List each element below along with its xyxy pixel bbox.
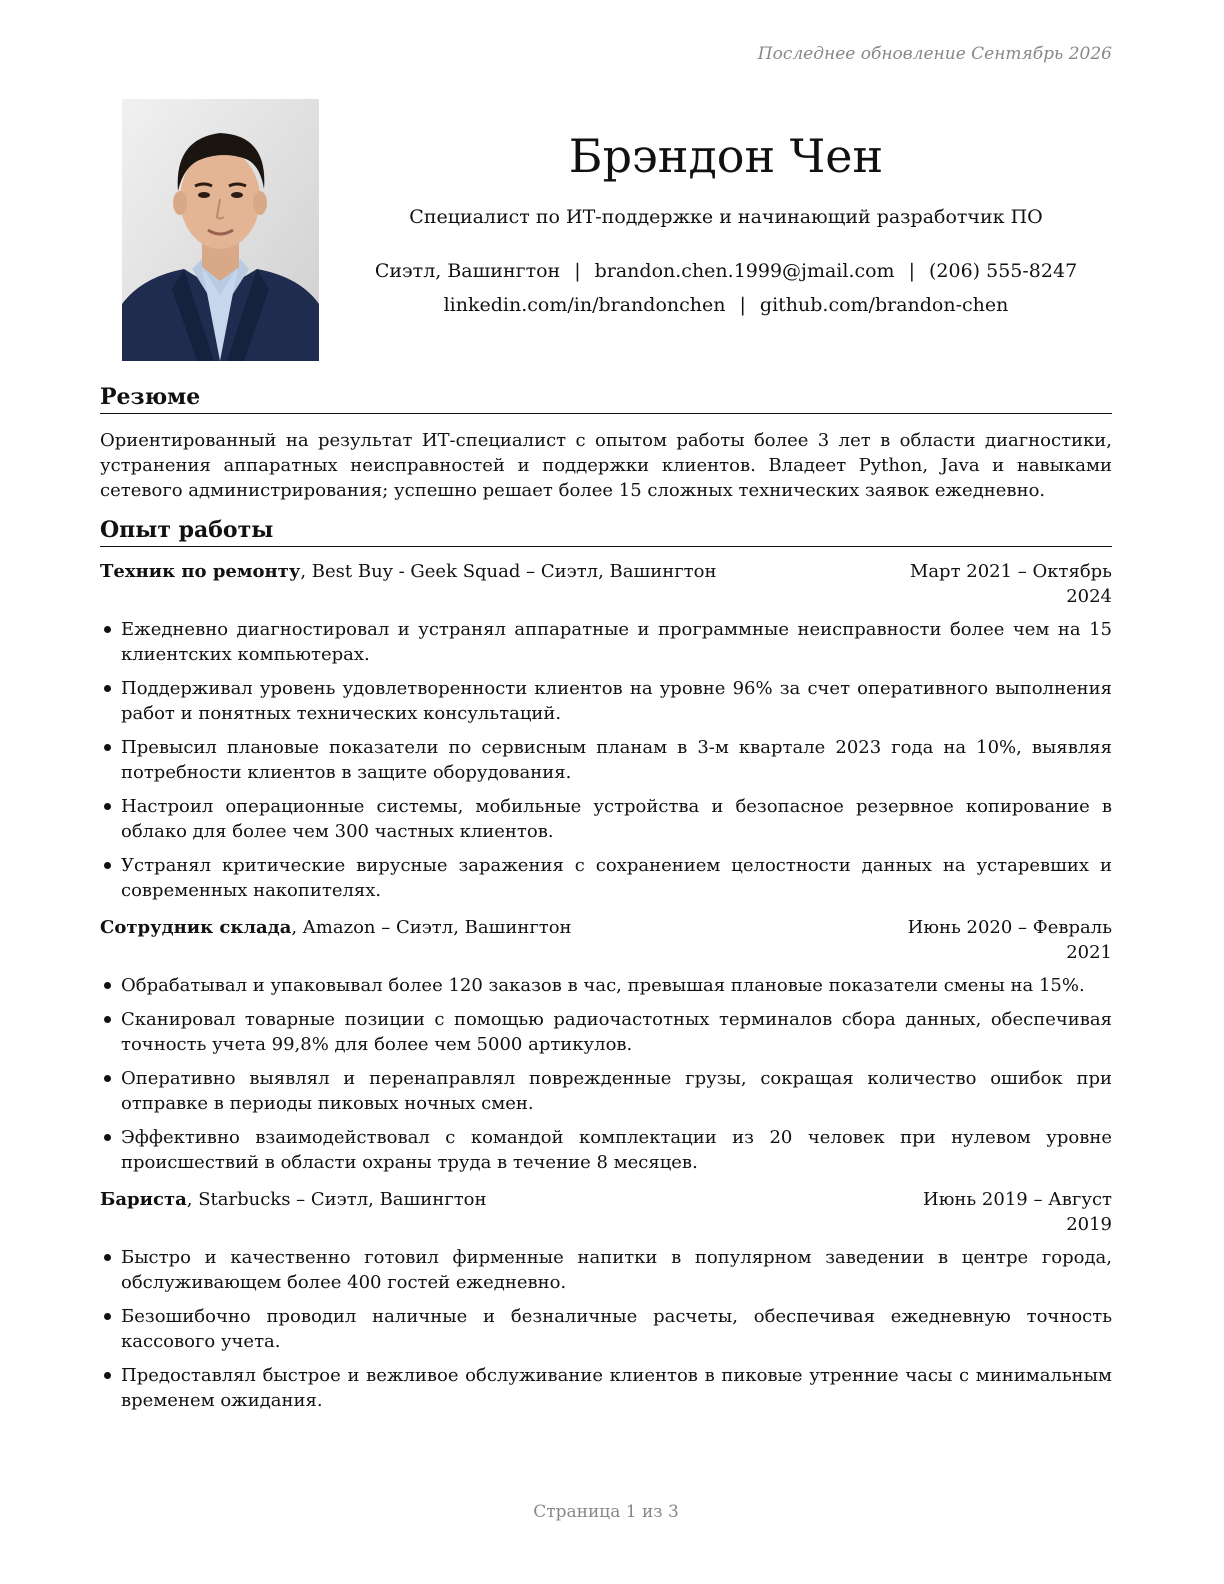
contact-line-1: [340, 254, 1112, 288]
list-item: [100, 853, 1112, 903]
bullet-text: Сканировал товарные позиции с помощью радиочастотных терминалов сбора данных, обеспечивая точность учета 99,8% для более чем 5000 артикулов.: [121, 1009, 1112, 1055]
job-entry: [100, 915, 1112, 1175]
list-item: [100, 794, 1112, 844]
job-dates: Июнь 2019 – Август 2019: [923, 1189, 1112, 1235]
list-item: [100, 973, 1112, 998]
bullet-icon: [104, 1254, 111, 1261]
experience-heading: Опыт работы: [100, 515, 1112, 547]
job-organization: , Best Buy - Geek Squad – Сиэтл, Вашингтон: [300, 561, 717, 582]
profile-photo-illustration: [122, 99, 319, 361]
job-bullets: [100, 1245, 1112, 1413]
bullet-icon: [104, 744, 111, 751]
list-item: [100, 1007, 1112, 1057]
bullet-text: Ежедневно диагностировал и устранял аппаратные и программные неисправности более чем на 15 клиентских компьютерах.: [121, 619, 1112, 665]
bullet-icon: [104, 1075, 111, 1082]
last-updated-note: Последнее обновление Сентябрь 2026: [757, 44, 1112, 64]
bullet-icon: [104, 685, 111, 692]
list-item: [100, 676, 1112, 726]
job-organization: , Amazon – Сиэтл, Вашингтон: [291, 917, 572, 938]
separator: |: [908, 260, 915, 282]
list-item: [100, 617, 1112, 667]
linkedin-link[interactable]: linkedin.com/in/brandonchen: [443, 294, 726, 316]
bullet-text: Превысил плановые показатели по сервисным планам в 3-м квартале 2023 года на 10%, выявляя потребности клиентов в защите оборудования.: [121, 737, 1112, 783]
page-number: Страница 1 из 3: [533, 1502, 679, 1522]
profile-photo: [122, 99, 319, 361]
bullet-icon: [104, 626, 111, 633]
bullet-text: Предоставлял быстрое и вежливое обслуживание клиентов в пиковые утренние часы с минимальным временем ожидания.: [121, 1365, 1112, 1411]
job-header: [100, 915, 1112, 965]
separator: |: [739, 294, 746, 316]
job-entry: [100, 1187, 1112, 1413]
contact-info: [340, 254, 1112, 322]
bullet-text: Настроил операционные системы, мобильные устройства и безопасное резервное копирование в облако для более чем 300 частных клиентов.: [121, 796, 1112, 842]
list-item: [100, 1363, 1112, 1413]
list-item: [100, 1245, 1112, 1295]
bullet-icon: [104, 803, 111, 810]
summary-heading: Резюме: [100, 382, 1112, 414]
job-dates: Март 2021 – Октябрь 2024: [909, 561, 1112, 607]
job-entry: [100, 559, 1112, 903]
bullet-icon: [104, 1134, 111, 1141]
candidate-headline: Специалист по ИТ-поддержке и начинающий разработчик ПО: [409, 206, 1043, 228]
location-text: Сиэтл, Вашингтон: [374, 260, 561, 282]
contact-line-2: [340, 288, 1112, 322]
bullet-text: Устранял критические вирусные заражения с сохранением целостности данных на устаревших и современных накопителях.: [121, 855, 1112, 901]
job-role: Бариста: [100, 1189, 187, 1210]
job-organization: , Starbucks – Сиэтл, Вашингтон: [186, 1189, 487, 1210]
list-item: [100, 1304, 1112, 1354]
bullet-text: Быстро и качественно готовил фирменные напитки в популярном заведении в центре города, обслуживающем более 400 гостей ежедневно.: [121, 1247, 1112, 1293]
job-header: [100, 1187, 1112, 1237]
job-dates: Июнь 2020 – Февраль 2021: [907, 917, 1112, 963]
job-role: Техник по ремонту: [100, 561, 301, 582]
list-item: [100, 1125, 1112, 1175]
resume-header: [340, 126, 1112, 322]
job-bullets: [100, 617, 1112, 903]
bullet-icon: [104, 862, 111, 869]
bullet-text: Эффективно взаимодействовал с командой комплектации из 20 человек при нулевом уровне происшествий в области охраны труда в течение 8 месяцев.: [121, 1127, 1112, 1173]
list-item: [100, 735, 1112, 785]
candidate-name: Брэндон Чен: [568, 129, 884, 183]
job-header: [100, 559, 1112, 609]
bullet-text: Обрабатывал и упаковывал более 120 заказов в час, превышая плановые показатели смены на 15%.: [121, 975, 1085, 996]
bullet-text: Поддерживал уровень удовлетворенности клиентов на уровне 96% за счет оперативного выполнения работ и понятных технических консультаций.: [121, 678, 1112, 724]
summary-text: Ориентированный на результат ИТ-специалист с опытом работы более 3 лет в области диагностики, устранения аппаратных неисправностей и поддержки клиентов. Владеет Python, Java и навыками сетевого администрирования; успешно решает более 15 сложных технических заявок ежедневно.: [100, 430, 1112, 501]
github-link[interactable]: github.com/brandon-chen: [759, 294, 1009, 316]
bullet-icon: [104, 1016, 111, 1023]
separator: |: [574, 260, 581, 282]
phone-text: (206) 555-8247: [928, 260, 1078, 282]
bullet-icon: [104, 982, 111, 989]
bullet-icon: [104, 1313, 111, 1320]
job-role: Сотрудник склада: [100, 917, 292, 938]
email-link[interactable]: brandon.chen.1999@jmail.com: [594, 260, 895, 282]
job-bullets: [100, 973, 1112, 1175]
list-item: [100, 1066, 1112, 1116]
bullet-text: Оперативно выявлял и перенаправлял поврежденные грузы, сокращая количество ошибок при отправке в периоды пиковых ночных смен.: [121, 1068, 1112, 1114]
bullet-text: Безошибочно проводил наличные и безналичные расчеты, обеспечивая ежедневную точность кассового учета.: [121, 1306, 1112, 1352]
bullet-icon: [104, 1372, 111, 1379]
resume-body: [100, 382, 1112, 1422]
